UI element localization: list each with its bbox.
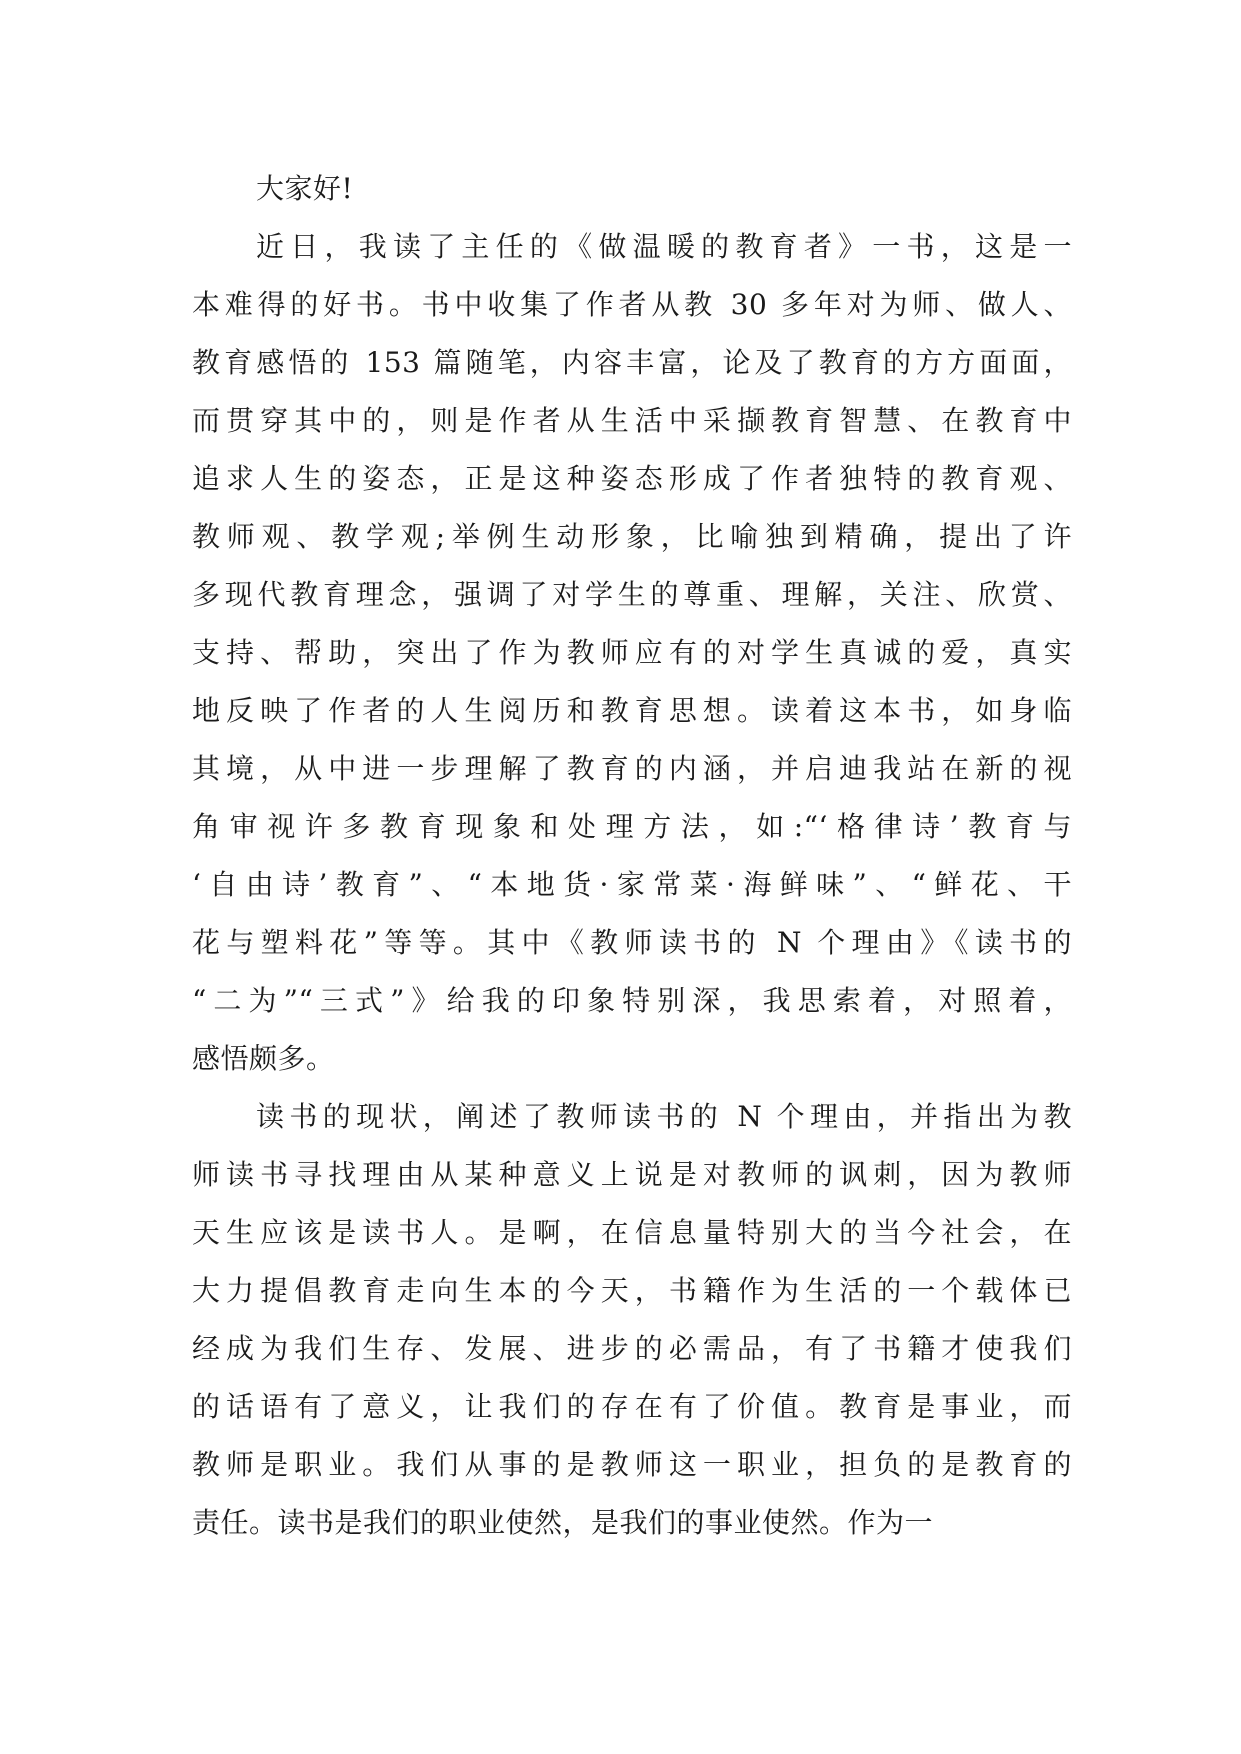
paragraph-line: 责任。读书是我们的职业使然，是我们的事业使然。作为一 bbox=[192, 1506, 934, 1539]
paragraph-line: 教育感悟的 153 篇随笔，内容丰富，论及了教育的方方面面， bbox=[192, 346, 1072, 379]
greeting: 大家好! bbox=[256, 172, 354, 205]
paragraph-line: 近日，我读了主任的《做温暖的教育者》一书，这是一 bbox=[256, 230, 1072, 263]
paragraph-line: 追求人生的姿态，正是这种姿态形成了作者独特的教育观、 bbox=[192, 462, 1072, 495]
paragraph bbox=[192, 218, 1072, 1088]
paragraph bbox=[192, 1088, 1072, 1552]
paragraph-line: 支持、帮助，突出了作为教师应有的对学生真诚的爱，真实 bbox=[192, 636, 1072, 669]
paragraph-line: 感悟颇多。 bbox=[192, 1042, 335, 1075]
paragraph-line: 其境，从中进一步理解了教育的内涵，并启迪我站在新的视 bbox=[192, 752, 1072, 785]
paragraph-line: 教师观、教学观;举例生动形象，比喻独到精确，提出了许 bbox=[192, 520, 1072, 553]
paragraph-line: 大力提倡教育走向生本的今天，书籍作为生活的一个载体已 bbox=[192, 1274, 1072, 1307]
paragraph-line: “二为”“三式”》给我的印象特别深，我思索着，对照着， bbox=[192, 984, 1072, 1017]
paragraph-line: 经成为我们生存、发展、进步的必需品，有了书籍才使我们 bbox=[192, 1332, 1072, 1365]
paragraph-line: 本难得的好书。书中收集了作者从教 30 多年对为师、做人、 bbox=[192, 288, 1072, 321]
paragraph-line: 的话语有了意义，让我们的存在有了价值。教育是事业，而 bbox=[192, 1390, 1072, 1423]
paragraph-line: 而贯穿其中的，则是作者从生活中采撷教育智慧、在教育中 bbox=[192, 404, 1072, 437]
paragraph-line: 师读书寻找理由从某种意义上说是对教师的讽刺，因为教师 bbox=[192, 1158, 1072, 1191]
document-body bbox=[192, 160, 1072, 1552]
paragraph-line: ‘自由诗’教育”、“本地货·家常菜·海鲜味”、“鲜花、干 bbox=[192, 868, 1072, 901]
paragraph-line: 花与塑料花”等等。其中《教师读书的 N 个理由》《读书的 bbox=[192, 926, 1072, 959]
paragraph-line: 多现代教育理念，强调了对学生的尊重、理解，关注、欣赏、 bbox=[192, 578, 1072, 611]
paragraph-line: 教师是职业。我们从事的是教师这一职业，担负的是教育的 bbox=[192, 1448, 1072, 1481]
paragraph-line: 读书的现状，阐述了教师读书的 N 个理由，并指出为教 bbox=[256, 1100, 1072, 1133]
paragraph-line: 天生应该是读书人。是啊，在信息量特别大的当今社会，在 bbox=[192, 1216, 1072, 1249]
paragraph-list bbox=[192, 218, 1072, 1552]
paragraph-line: 角审视许多教育现象和处理方法，如:“‘格律诗’教育与 bbox=[192, 810, 1072, 843]
paragraph-line: 地反映了作者的人生阅历和教育思想。读着这本书，如身临 bbox=[192, 694, 1072, 727]
